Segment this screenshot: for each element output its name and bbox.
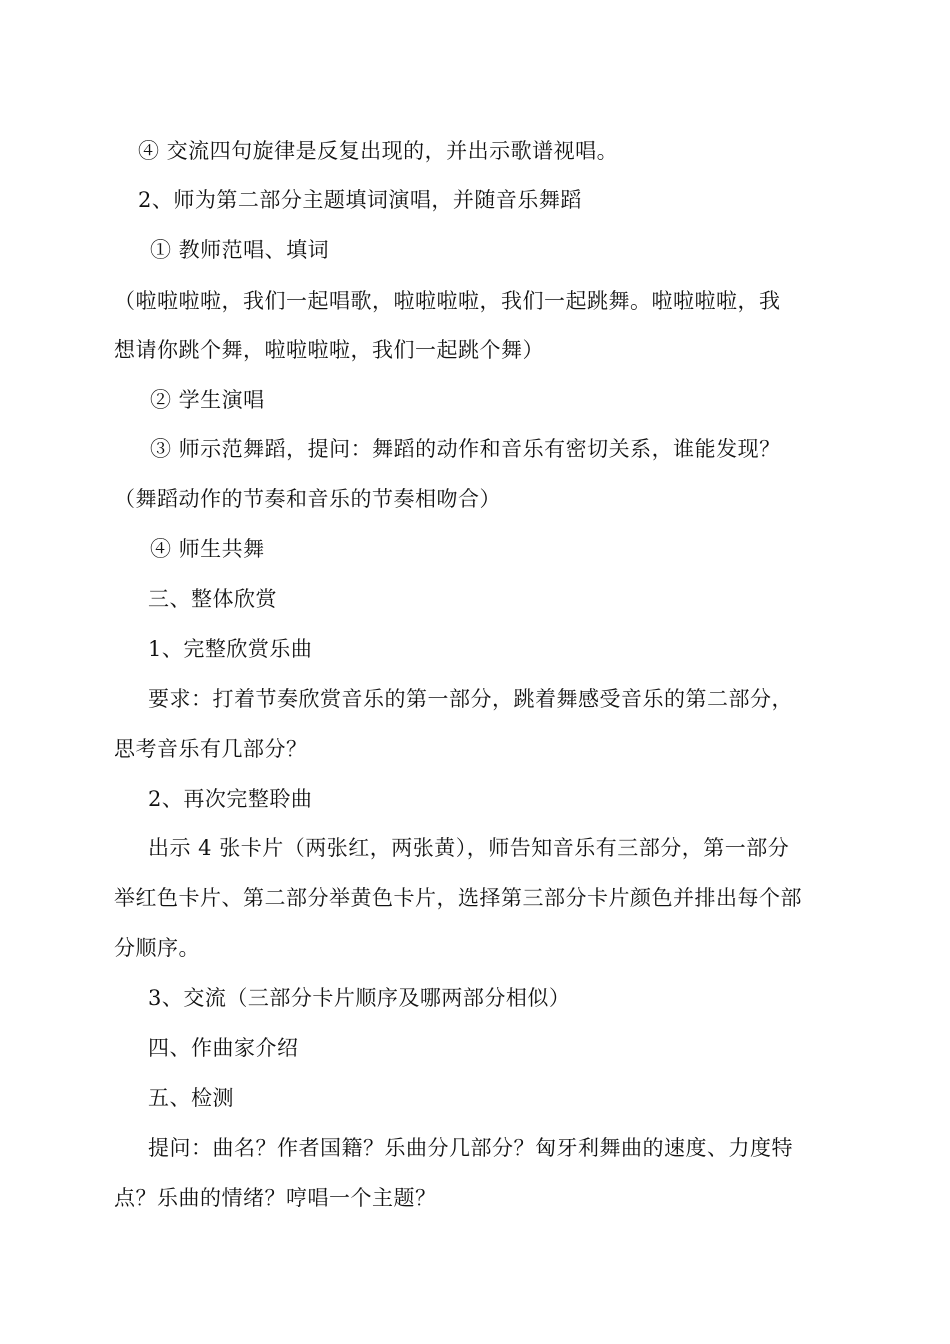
cards-line-3: 分顺序。 bbox=[114, 936, 200, 960]
step-2-students-sing: ② 学生演唱 bbox=[150, 388, 265, 412]
item-1-full-listen: 1、完整欣赏乐曲 bbox=[148, 637, 313, 661]
cards-line-2: 举红色卡片、第二部分举黄色卡片，选择第三部分卡片颜色并排出每个部 bbox=[114, 886, 802, 910]
requirement-line-1: 要求：打着节奏欣赏音乐的第一部分，跳着舞感受音乐的第二部分， bbox=[148, 687, 793, 711]
questions-line-2: 点？乐曲的情绪？哼唱一个主题？ bbox=[114, 1186, 437, 1210]
heading-5-test: 五、检测 bbox=[148, 1086, 234, 1110]
step-4-dance-together: ④ 师生共舞 bbox=[150, 537, 265, 561]
lyrics-line-1: （啦啦啦啦，我们一起唱歌，啦啦啦啦，我们一起跳舞。啦啦啦啦，我 bbox=[114, 289, 781, 313]
section-2-heading: 2、师为第二部分主题填词演唱，并随音乐舞蹈 bbox=[138, 188, 582, 212]
dance-answer: （舞蹈动作的节奏和音乐的节奏相吻合） bbox=[114, 487, 501, 511]
requirement-line-2: 思考音乐有几部分？ bbox=[114, 737, 308, 761]
step-1-teacher-sing: ① 教师范唱、填词 bbox=[150, 238, 330, 262]
lyrics-line-2: 想请你跳个舞，啦啦啦啦，我们一起跳个舞） bbox=[114, 338, 544, 362]
questions-line-1: 提问：曲名？作者国籍？乐曲分几部分？匈牙利舞曲的速度、力度特 bbox=[148, 1136, 793, 1160]
step-4-exchange: ④ 交流四句旋律是反复出现的，并出示歌谱视唱。 bbox=[138, 139, 619, 163]
item-3-exchange: 3、交流（三部分卡片顺序及哪两部分相似） bbox=[148, 986, 571, 1010]
item-2-listen-again: 2、再次完整聆曲 bbox=[148, 787, 313, 811]
heading-3-overall: 三、整体欣赏 bbox=[148, 587, 277, 611]
step-3-teacher-dance: ③ 师示范舞蹈，提问：舞蹈的动作和音乐有密切关系，谁能发现？ bbox=[150, 437, 781, 461]
cards-line-1: 出示 4 张卡片（两张红，两张黄），师告知音乐有三部分，第一部分 bbox=[148, 836, 790, 860]
heading-4-composer: 四、作曲家介绍 bbox=[148, 1036, 299, 1060]
